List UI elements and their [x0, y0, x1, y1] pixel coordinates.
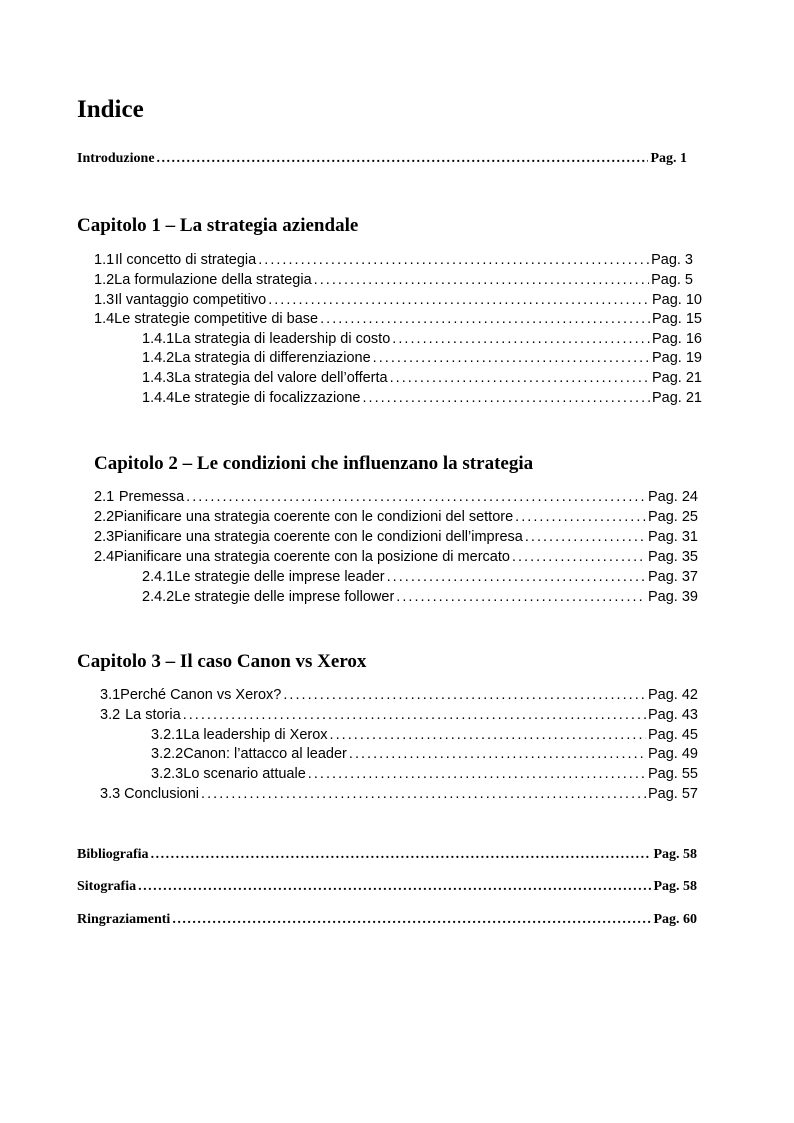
toc-entry	[94, 292, 702, 312]
toc-page: Pag. 1	[650, 151, 687, 166]
toc-page: Pag. 5	[651, 272, 693, 288]
leader-dots	[330, 727, 646, 743]
leader-dots	[525, 529, 646, 545]
toc-page: Pag. 60	[653, 912, 697, 927]
toc-page: Pag. 45	[648, 727, 698, 743]
toc-page: Pag. 55	[648, 766, 698, 782]
toc-number: 1.1	[94, 252, 115, 268]
toc-entry	[100, 687, 698, 707]
toc-page: Pag. 35	[648, 549, 698, 565]
leader-dots	[283, 687, 646, 703]
toc-entry	[94, 509, 698, 529]
leader-dots	[390, 370, 650, 386]
toc-entry	[142, 569, 698, 589]
toc-page: Pag. 24	[648, 489, 698, 505]
toc-page: Pag. 37	[648, 569, 698, 585]
toc-entry	[151, 746, 698, 766]
leader-dots	[396, 589, 646, 605]
toc-number: 2.4.1	[142, 569, 175, 585]
toc-label: Le strategie di focalizzazione	[174, 390, 361, 406]
leader-dots	[515, 509, 646, 525]
toc-page: Pag. 43	[648, 707, 698, 723]
chapter-2-heading: Capitolo 2 – Le condizioni che influenzano la strategia	[94, 453, 534, 474]
toc-label: Il concetto di strategia	[115, 252, 257, 268]
toc-page: Pag. 49	[648, 746, 698, 762]
toc-label: Pianificare una strategia coerente con la posizione di mercato	[114, 549, 510, 565]
leader-dots	[138, 879, 651, 895]
toc-number: 2.4	[94, 549, 115, 565]
toc-page: Pag. 21	[652, 370, 702, 386]
leader-dots	[320, 311, 650, 327]
leader-dots	[373, 350, 650, 366]
leader-dots	[151, 847, 652, 863]
toc-entry	[142, 589, 698, 609]
toc-sitografia-row	[77, 879, 697, 895]
toc-entry	[94, 549, 698, 569]
toc-page: Pag. 16	[652, 331, 702, 347]
toc-label: Lo scenario attuale	[183, 766, 306, 782]
toc-entry	[142, 390, 702, 410]
toc-label: La leadership di Xerox	[183, 727, 328, 743]
toc-number: 1.4	[94, 311, 115, 327]
toc-bibliografia-row	[77, 847, 697, 863]
toc-ringraziamenti-row	[77, 912, 697, 928]
toc-page: Pag. 58	[653, 879, 697, 894]
toc-page: Pag. 42	[648, 687, 698, 703]
leader-dots	[314, 272, 649, 288]
page-title: Indice	[77, 96, 144, 123]
toc-label: Il vantaggio competitivo	[114, 292, 267, 308]
leader-dots	[183, 707, 646, 723]
toc-label: La storia	[125, 707, 181, 723]
toc-page: Pag. 10	[652, 292, 702, 308]
toc-label: La strategia del valore dell’offerta	[174, 370, 388, 386]
toc-number: 1.4.2	[142, 350, 175, 366]
toc-entry	[142, 350, 702, 370]
toc-entry	[94, 529, 698, 549]
toc-number: 2.1	[94, 489, 115, 505]
toc-page: Pag. 31	[648, 529, 698, 545]
leader-dots	[349, 746, 646, 762]
leader-dots	[512, 549, 646, 565]
toc-label: Premessa	[118, 489, 185, 505]
toc-label: Canon: l’attacco al leader	[183, 746, 347, 762]
leader-dots	[362, 390, 650, 406]
toc-entry	[151, 727, 698, 747]
leader-dots	[172, 912, 651, 928]
toc-number: 3.1	[100, 687, 121, 703]
toc-page: Pag. 25	[648, 509, 698, 525]
toc-entry	[94, 252, 693, 272]
toc-page: Pag. 57	[648, 786, 698, 802]
leader-dots	[258, 252, 649, 268]
toc-intro-row	[77, 151, 687, 167]
toc-number: 3.2	[100, 707, 121, 723]
leader-dots	[157, 151, 649, 167]
toc-label: La strategia di leadership di costo	[174, 331, 391, 347]
toc-label: Introduzione	[77, 151, 155, 166]
toc-label: Le strategie delle imprese leader	[174, 569, 385, 585]
toc-number: 2.4.2	[142, 589, 175, 605]
toc-entry	[142, 331, 702, 351]
toc-entry	[94, 272, 693, 292]
toc-label: Bibliografia	[77, 847, 149, 862]
toc-entry	[94, 489, 698, 509]
leader-dots	[268, 292, 650, 308]
toc-entry	[151, 766, 698, 786]
leader-dots	[308, 766, 646, 782]
leader-dots	[392, 331, 650, 347]
toc-label: Perché Canon vs Xerox?	[120, 687, 282, 703]
toc-number: 1.3	[94, 292, 115, 308]
toc-label: Pianificare una strategia coerente con le condizioni dell’impresa	[114, 529, 523, 545]
toc-label: Conclusioni	[124, 786, 200, 802]
toc-page: Pag. 15	[652, 311, 702, 327]
toc-number: 1.4.4	[142, 390, 175, 406]
toc-label: Sitografia	[77, 879, 137, 894]
toc-entry	[100, 707, 698, 727]
toc-label: Le strategie delle imprese follower	[174, 589, 395, 605]
leader-dots	[186, 489, 646, 505]
toc-label: Le strategie competitive di base	[114, 311, 319, 327]
leader-dots	[387, 569, 646, 585]
toc-entry	[142, 370, 702, 390]
toc-number: 1.4.1	[142, 331, 175, 347]
toc-number: 1.2	[94, 272, 115, 288]
toc-page: Pag. 3	[651, 252, 693, 268]
toc-page: Pag. 39	[648, 589, 698, 605]
toc-entry	[100, 786, 698, 806]
toc-page: Pag. 58	[653, 847, 697, 862]
toc-number: 3.3	[100, 786, 121, 802]
toc-number: 2.3	[94, 529, 115, 545]
toc-entry	[94, 311, 702, 331]
toc-number: 3.2.3	[151, 766, 184, 782]
toc-number: 3.2.2	[151, 746, 184, 762]
toc-label: Pianificare una strategia coerente con le condizioni del settore	[114, 509, 514, 525]
chapter-1-heading: Capitolo 1 – La strategia aziendale	[77, 215, 359, 236]
toc-page: Pag. 21	[652, 390, 702, 406]
toc-label: La strategia di differenziazione	[174, 350, 371, 366]
toc-number: 3.2.1	[151, 727, 184, 743]
toc-number: 2.2	[94, 509, 115, 525]
leader-dots	[201, 786, 646, 802]
chapter-3-heading: Capitolo 3 – Il caso Canon vs Xerox	[77, 651, 367, 672]
toc-label: Ringraziamenti	[77, 912, 171, 927]
toc-page: Pag. 19	[652, 350, 702, 366]
toc-label: La formulazione della strategia	[114, 272, 312, 288]
toc-number: 1.4.3	[142, 370, 175, 386]
